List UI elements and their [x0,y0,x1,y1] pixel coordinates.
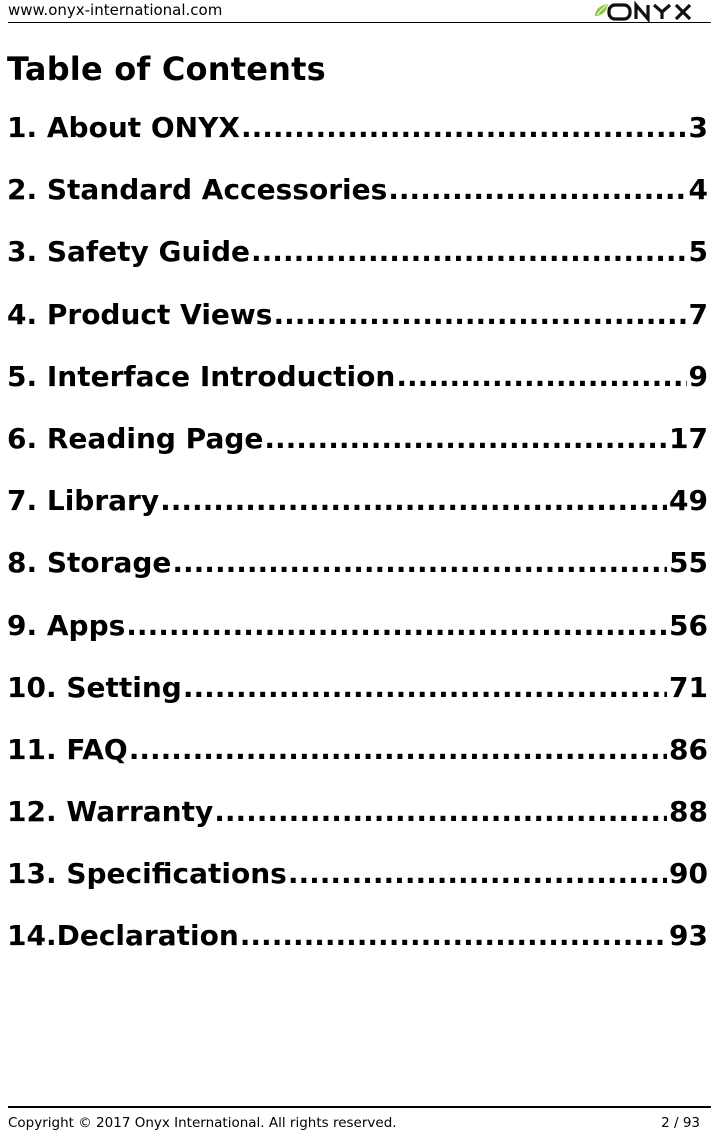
toc-dot-leader [251,235,686,268]
toc-entry-page: 71 [669,670,708,704]
toc-entry[interactable] [7,360,708,422]
toc-entry-page: 9 [688,359,708,393]
toc-entry-label: 4. Product Views [7,297,273,331]
toc-entry-page: 5 [688,235,708,269]
toc-entry[interactable] [7,298,708,360]
header-divider [8,22,711,23]
toc-entry-page: 90 [669,857,708,891]
toc-entry[interactable] [7,484,708,546]
page-header [8,0,711,22]
toc-dot-leader [129,733,667,766]
toc-entry-page: 88 [669,795,708,829]
toc-entry-page: 3 [688,111,708,144]
toc-entry[interactable] [7,546,708,608]
toc-entry[interactable] [7,173,708,235]
toc-title: Table of Contents [7,50,326,88]
toc-dot-leader [388,173,686,206]
toc-entry[interactable] [7,857,708,919]
toc-entry-label: 3. Safety Guide [7,235,251,269]
toc-entry[interactable] [7,422,708,484]
toc-entry[interactable] [7,919,708,981]
toc-entry[interactable] [7,609,708,671]
onyx-logo [591,0,711,22]
toc-dot-leader [396,360,686,393]
header-url[interactable]: www.onyx-international.com [8,1,223,19]
toc-entry-label: 2. Standard Accessories [7,173,388,207]
toc-entry[interactable] [7,795,708,857]
toc-entry-page: 56 [669,608,708,642]
toc-dot-leader [288,857,667,890]
footer-divider [8,1106,711,1108]
toc-entry-label: 5. Interface Introduction [7,359,396,393]
toc-entry-label: 1. About ONYX [7,111,240,144]
toc-entry-page: 17 [669,421,708,455]
toc-entry-label: 13. Specifications [7,857,287,891]
toc-entry[interactable] [7,111,708,173]
toc-entry-page: 4 [688,173,708,207]
toc-dot-leader [240,919,667,952]
toc-entry-label: 12. Warranty [7,795,214,829]
toc-entry[interactable] [7,235,708,297]
toc-entry-label: 9. Apps [7,608,126,642]
toc-entry-label: 8. Storage [7,546,172,580]
toc-entry[interactable] [7,671,708,733]
toc-entry-label: 6. Reading Page [7,421,264,455]
toc-entry-label: 7. Library [7,484,160,518]
toc-dot-leader [126,609,667,642]
toc-entry[interactable] [7,733,708,795]
toc-entry-page: 86 [669,732,708,766]
toc-dot-leader [214,795,667,828]
page-indicator: 2 / 93 [661,1115,700,1131]
toc-list [7,111,708,982]
toc-dot-leader [273,298,686,331]
toc-dot-leader [264,422,667,455]
toc-entry-page: 7 [688,297,708,331]
toc-entry-page: 55 [669,546,708,580]
toc-entry-page: 49 [669,484,708,518]
toc-dot-leader [183,671,667,704]
toc-entry-label: 10. Setting [7,670,182,704]
footer-copyright: Copyright © 2017 Onyx International. All rights reserved. [8,1115,397,1131]
toc-entry-page: 93 [669,919,708,953]
toc-entry-label: 11. FAQ [7,732,128,766]
toc-dot-leader [172,546,667,579]
toc-dot-leader [241,111,687,144]
toc-entry-label: 14.Declaration [7,919,239,953]
toc-dot-leader [160,484,667,517]
